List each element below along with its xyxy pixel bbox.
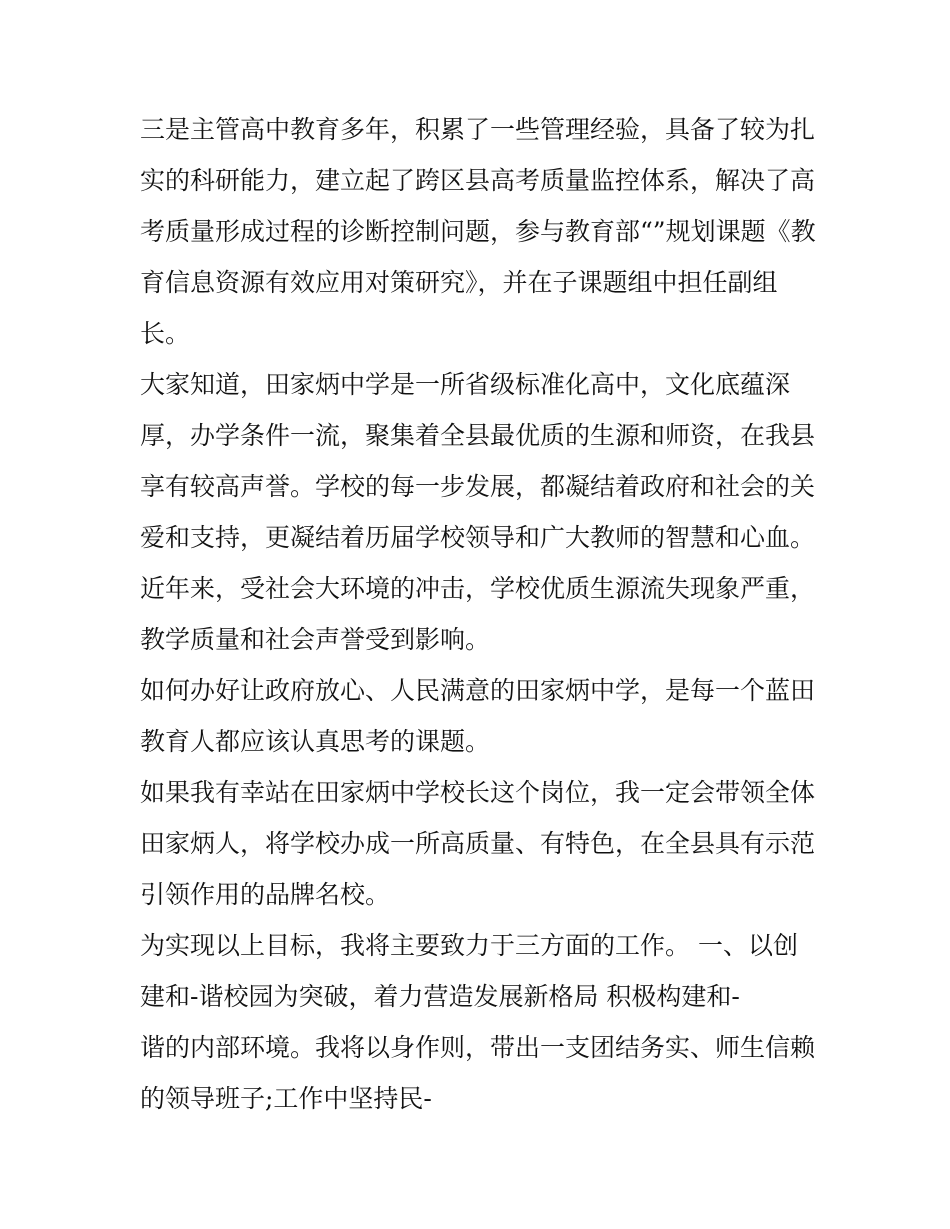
text-line: 考质量形成过程的诊断控制问题，参与教育部“”规划课题《教 [140, 217, 816, 246]
text-line: 建和-谐校园为突破，着力营造发展新格局 积极构建和- [140, 982, 740, 1011]
text-line: 谐的内部环境。我将以身作则，带出一支团结务实、师生信赖 [140, 1033, 816, 1062]
document-body [140, 104, 820, 1124]
text-line: 厚，办学条件一流，聚集着全县最优质的生源和师资，在我县 [140, 421, 816, 450]
text-line: 田家炳人，将学校办成一所高质量、有特色，在全县具有示范 [140, 829, 816, 858]
text-line: 大家知道，田家炳中学是一所省级标准化高中，文化底蕴深 [140, 370, 791, 399]
text-line: 如何办好让政府放心、人民满意的田家炳中学，是每一个蓝田 [140, 676, 816, 705]
text-line: 教育人都应该认真思考的课题。 [140, 727, 491, 756]
text-line: 引领作用的品牌名校。 [140, 880, 391, 909]
text-line: 长。 [140, 319, 191, 348]
text-line: 的领导班子;工作中坚持民- [140, 1084, 432, 1113]
text-line: 爱和支持，更凝结着历届学校领导和广大教师的智慧和心血。 [140, 523, 816, 552]
text-line: 三是主管高中教育多年，积累了一些管理经验，具备了较为扎 [140, 115, 816, 144]
text-line: 实的科研能力，建立起了跨区县高考质量监控体系，解决了高 [140, 166, 816, 195]
text-line: 如果我有幸站在田家炳中学校长这个岗位，我一定会带领全体 [140, 778, 816, 807]
text-line: 教学质量和社会声誉受到影响。 [140, 625, 491, 654]
text-line: 育信息资源有效应用对策研究》，并在子课题组中担任副组 [140, 268, 778, 297]
text-line: 享有较高声誉。学校的每一步发展，都凝结着政府和社会的关 [140, 472, 816, 501]
text-line: 近年来，受社会大环境的冲击，学校优质生源流失现象严重， [140, 574, 816, 603]
text-line: 为实现以上目标，我将主要致力于三方面的工作。 一、以创 [140, 931, 798, 960]
